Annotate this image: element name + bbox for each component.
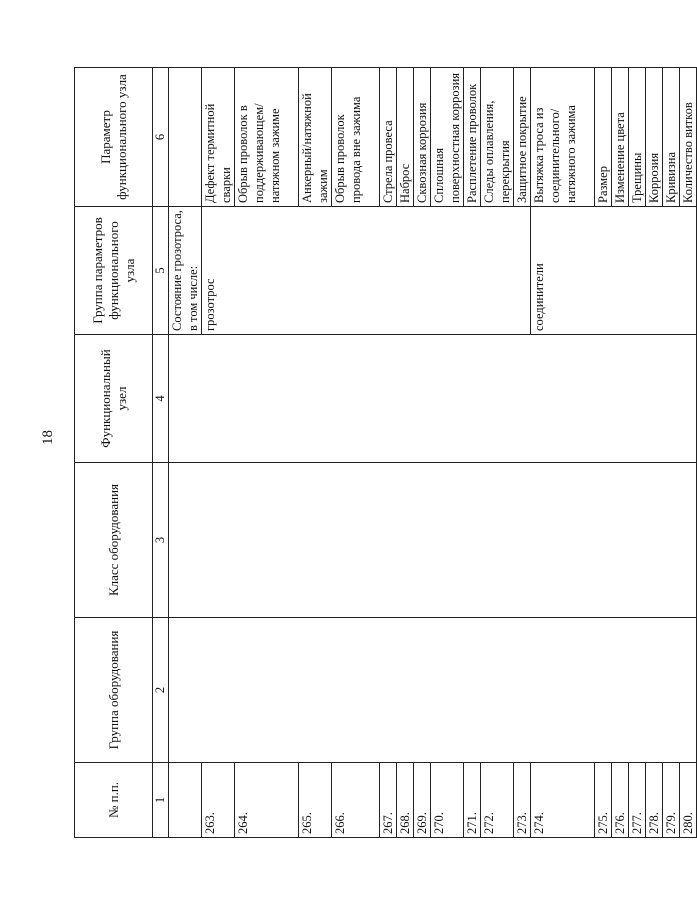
row-number: 268. [397,763,414,838]
row-number: 266. [332,763,380,838]
row-number: 274. [531,763,595,838]
table-row [169,68,202,838]
header-parameter: Параметр функционального узла [75,68,153,207]
parameter-cell: Трещины [629,68,646,207]
parameter-group-soedineteli: соединители [531,207,697,335]
parameter-cell: Размер [595,68,612,207]
column-number: 4 [153,335,169,463]
parameter-cell: Сплошная поверхностная коррозия [431,68,464,207]
row-number: 264. [235,763,299,838]
equipment-class-cell [169,463,697,618]
header-equipment-group: Группа оборудования [75,618,153,763]
column-number: 3 [153,463,169,618]
row-number: 269. [414,763,431,838]
parameter-cell: Обрыв проволок в поддерживающем/натяжном зажиме [235,68,299,207]
row-number: 271. [464,763,481,838]
header-functional-unit: Функциональный узел [75,335,153,463]
functional-unit-cell [169,335,697,463]
parameter-cell: Наброс [397,68,414,207]
row-number: 276. [612,763,629,838]
parameter-cell: Анкерный/натяжной зажим [299,68,332,207]
row-number: 275. [595,763,612,838]
row-number: 265. [299,763,332,838]
row-number: 272. [481,763,514,838]
row-number: 279. [663,763,680,838]
column-number: 2 [153,618,169,763]
parameter-group-grozotros: грозотрос [202,207,531,335]
parameter-cell: Расплетение проволок [464,68,481,207]
state-text-cell: Состояние грозотроса, в том числе: [169,207,202,335]
row-number: 280. [680,763,697,838]
equipment-parameters-table [74,67,697,838]
parameter-cell: Кривизна [663,68,680,207]
column-number: 6 [153,68,169,207]
row-number: 277. [629,763,646,838]
row-number: 270. [431,763,464,838]
parameter-cell: Стрела провеса [380,68,397,207]
page-number: 18 [40,430,56,445]
parameter-cell: Защитное покрытие [514,68,531,207]
header-parameter-group: Группа параметров функционального узла [75,207,153,335]
parameter-cell: Изменение цвета [612,68,629,207]
row-number: 267. [380,763,397,838]
parameter-cell: Дефект термитной сварки [202,68,235,207]
row-number: 278. [646,763,663,838]
parameter-cell: Коррозия [646,68,663,207]
equipment-group-cell [169,618,697,763]
parameter-cell: Следы оплавления, перекрытия [481,68,514,207]
column-numbers-row [153,68,169,838]
parameter-cell: Обрыв проволок провода вне зажима [332,68,380,207]
column-number: 5 [153,207,169,335]
parameter-cell: Вытяжка троса из соединительного/натяжного зажима [531,68,595,207]
parameter-cell [169,68,202,207]
row-number: 263. [202,763,235,838]
parameter-cell: Количество витков [680,68,697,207]
header-equipment-class: Класс оборудования [75,463,153,618]
column-number: 1 [153,763,169,838]
header-num: № п.п. [75,763,153,838]
row-number [169,763,202,838]
rotated-table-container [74,68,695,838]
header-row [75,68,153,838]
row-number: 273. [514,763,531,838]
parameter-cell: Сквозная коррозия [414,68,431,207]
